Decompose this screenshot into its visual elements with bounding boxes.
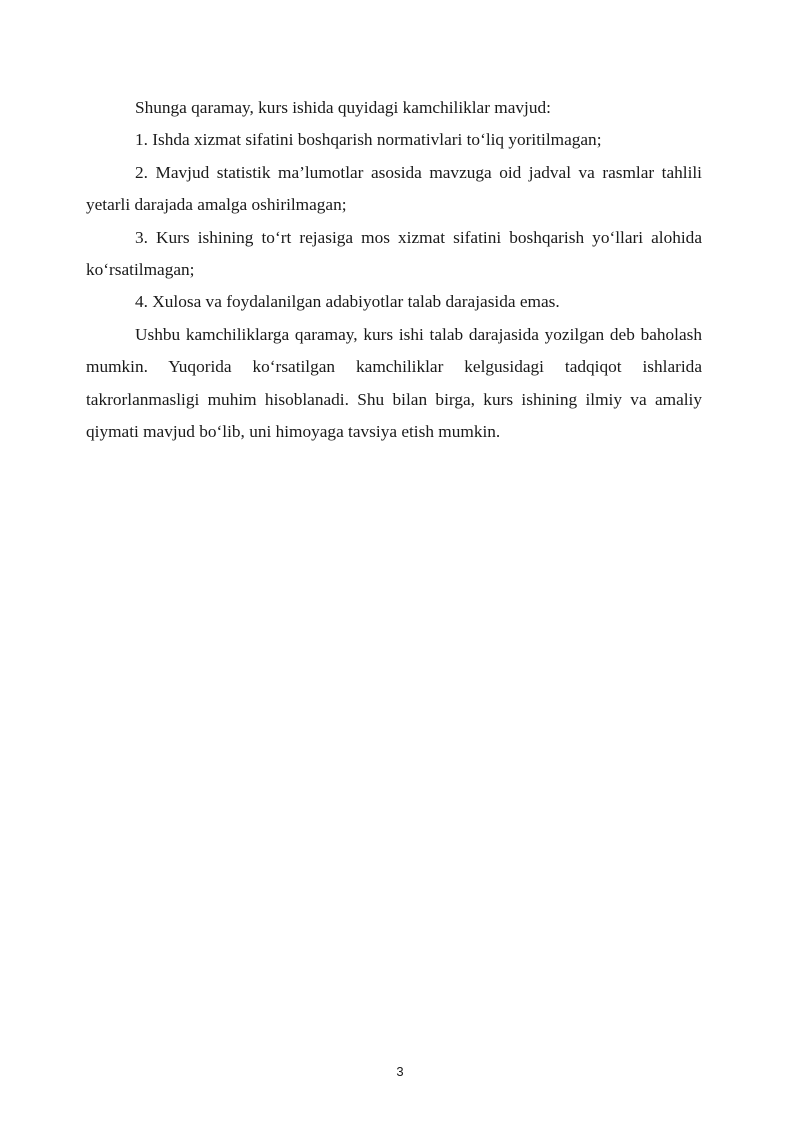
paragraph-conclusion: Ushbu kamchiliklarga qaramay, kurs ishi talab darajasida yozilgan deb baholash mumkin. Yuqorida ko‘rsatilgan kamchiliklar kelgusidagi tadqiqot ishlarida takrorlanmasligi muhim hisoblanadi. Shu bilan birga, kurs ishining ilmiy va amaliy qiymati mavjud bo‘lib, uni himoyaga tavsiya etish mumkin. — [86, 324, 702, 442]
document-body — [86, 92, 702, 448]
page-number: 3 — [396, 1064, 404, 1079]
paragraph-item-2: 2. Mavjud statistik ma’lumotlar asosida mavzuga oid jadval va rasmlar tahlili yetarli darajada amalga oshirilmagan; — [86, 162, 702, 215]
paragraph-intro: Shunga qaramay, kurs ishida quyidagi kamchiliklar mavjud: — [135, 98, 551, 117]
paragraph-item-3: 3. Kurs ishining to‘rt rejasiga mos xizmat sifatini boshqarish yo‘llari alohida ko‘rsatilmagan; — [86, 227, 702, 280]
paragraph-item-4: 4. Xulosa va foydalanilgan adabiyotlar talab darajasida emas. — [135, 292, 560, 312]
paragraph-item-1: 1. Ishda xizmat sifatini boshqarish normativlari to‘liq yoritilmagan; — [135, 130, 602, 150]
